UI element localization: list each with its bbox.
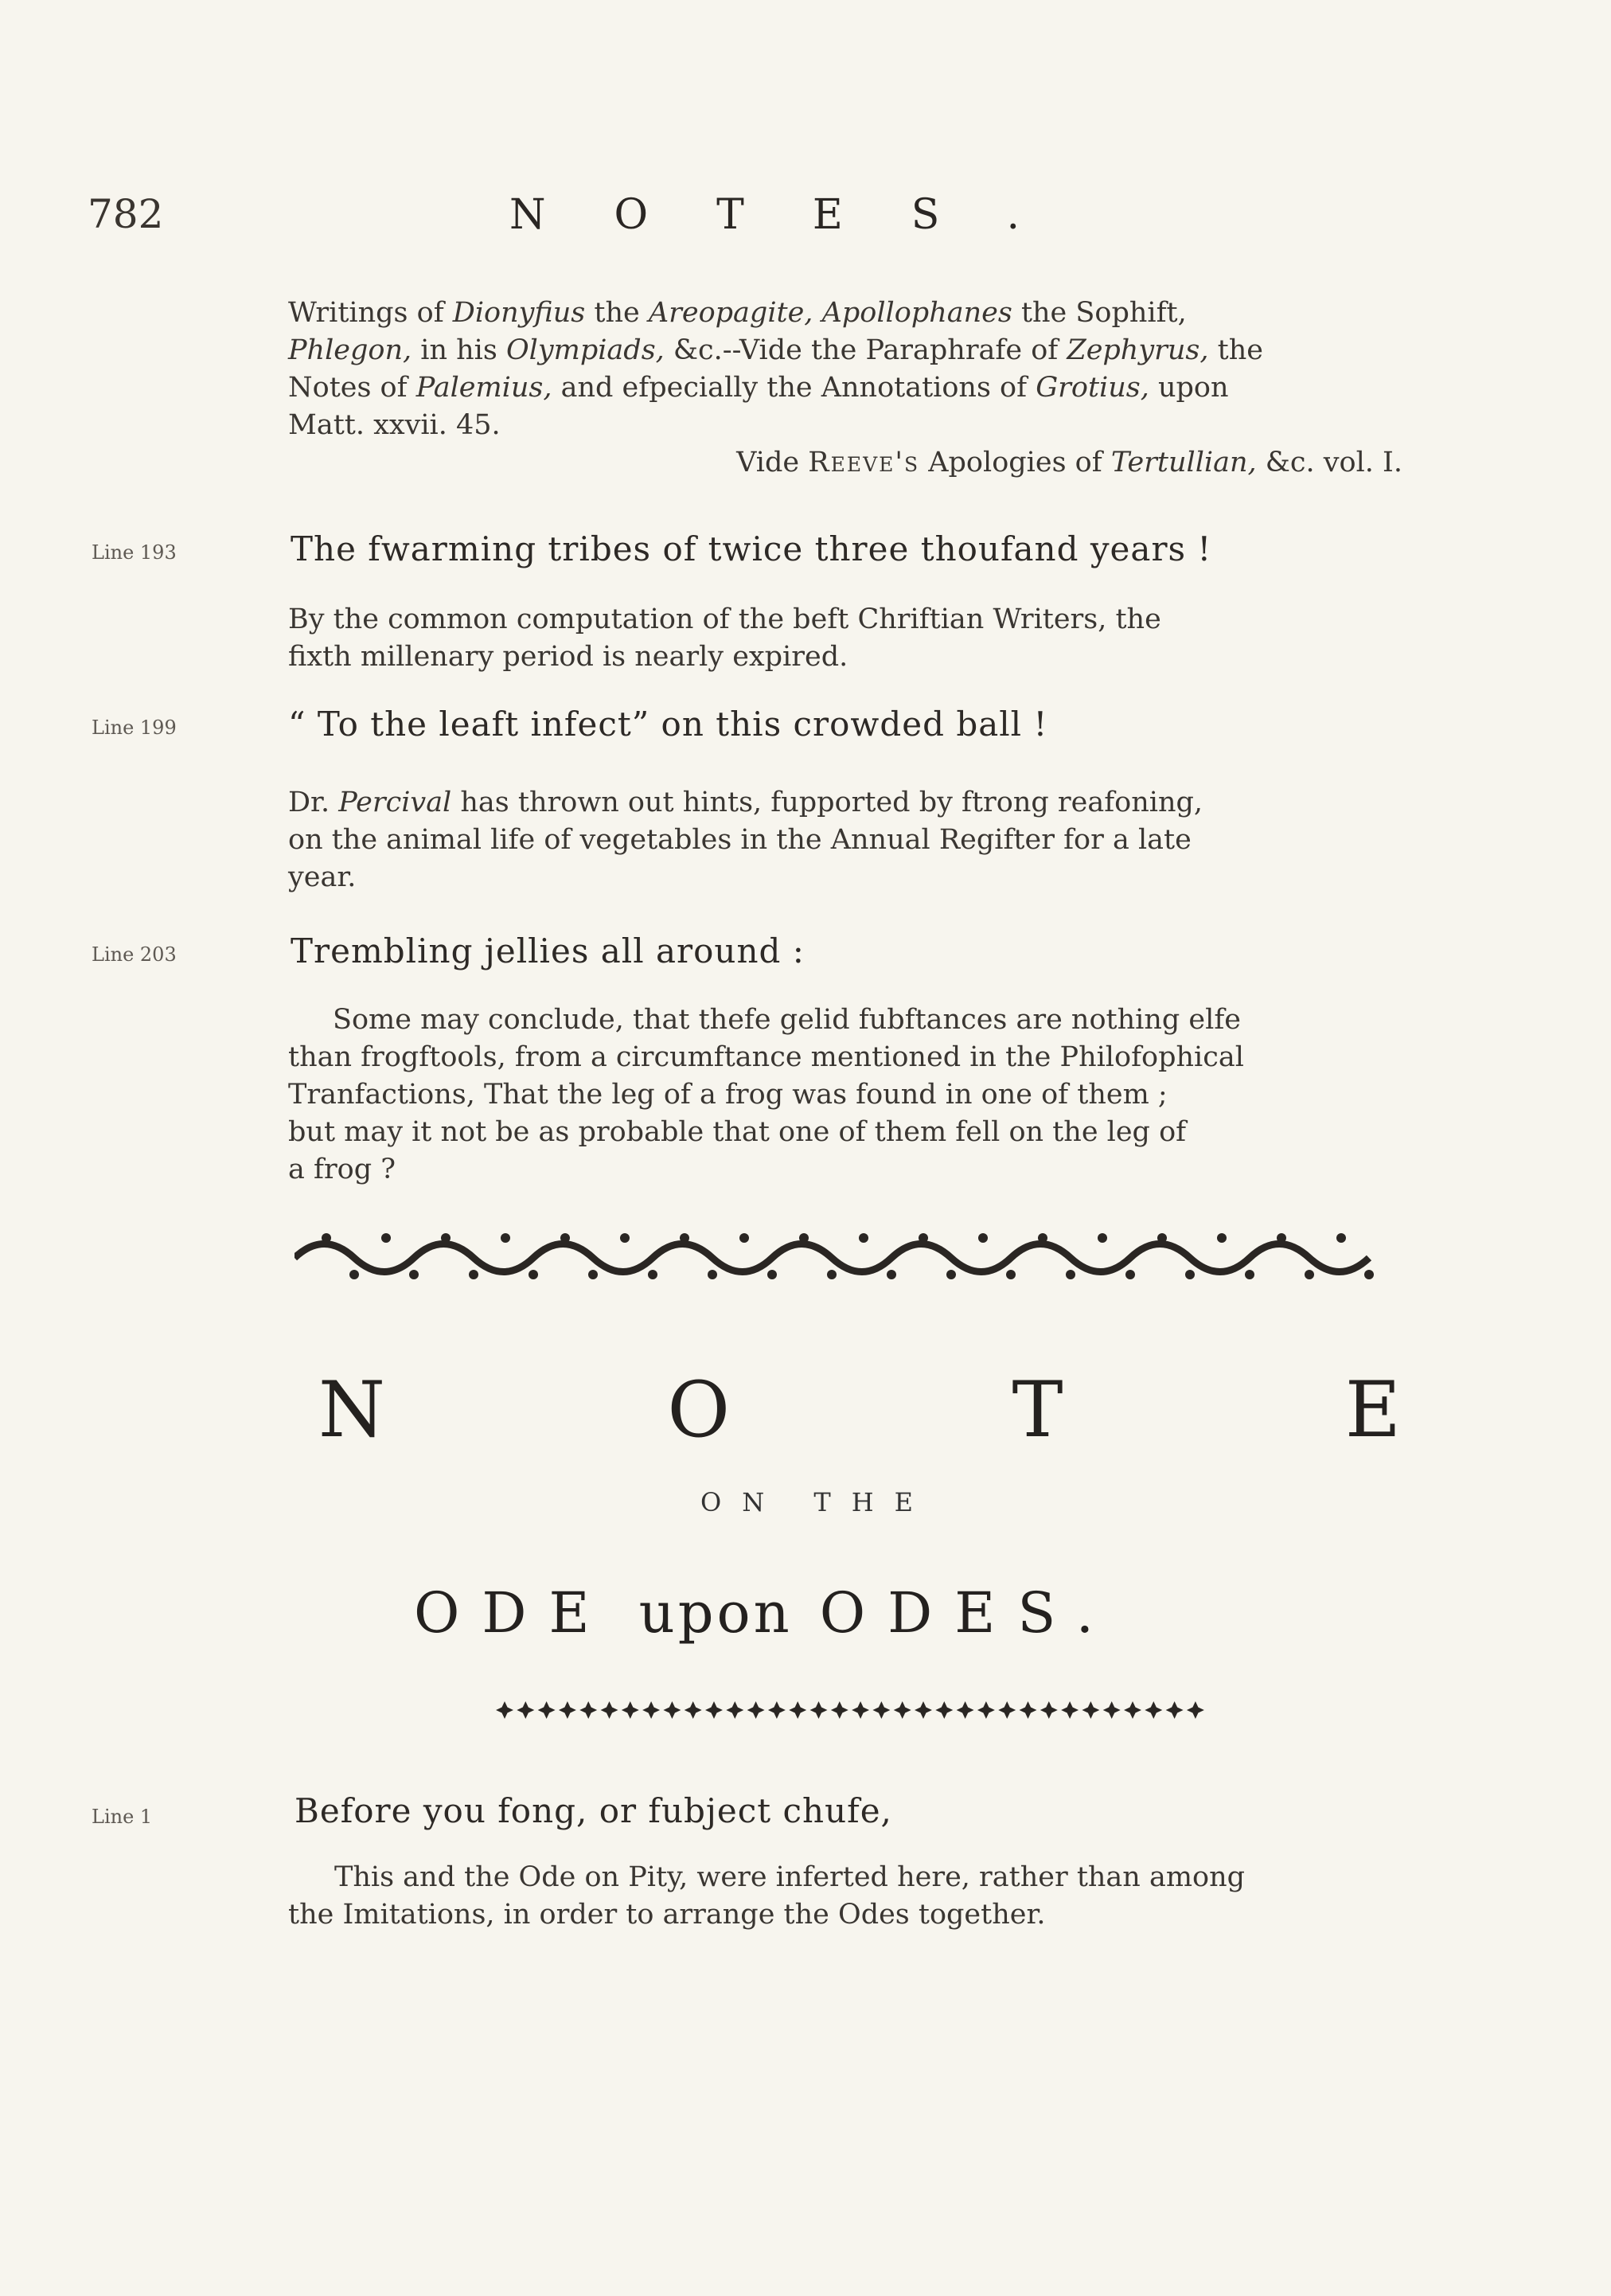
star-glyph: [915, 1701, 932, 1719]
verse-quote: “ To the leaft infect” on this crowded ball !: [288, 705, 1048, 744]
star-glyph: [935, 1701, 953, 1719]
star-glyph: [1082, 1701, 1099, 1719]
note-line: [288, 784, 1402, 822]
star-glyph: [1020, 1701, 1037, 1719]
star-glyph: [1166, 1701, 1184, 1719]
star-glyph: [1061, 1701, 1079, 1719]
star-glyph: [496, 1701, 513, 1719]
ode-title-word: ODE: [414, 1580, 612, 1646]
star-glyph: [517, 1701, 534, 1719]
star-glyph: [747, 1701, 765, 1719]
note-body: [334, 1859, 1402, 1896]
star-glyph: [1187, 1701, 1204, 1719]
text-run: Notes of: [288, 372, 416, 404]
note-body-continued: [288, 1039, 1402, 1189]
title-letter: O: [667, 1365, 731, 1455]
top-note-line-4: Matt. xxvii. 45.: [288, 409, 501, 441]
text-run: and efpecially the Annotations of: [552, 372, 1036, 404]
star-glyph: [998, 1701, 1016, 1719]
title-letter: E: [1344, 1365, 1401, 1455]
text-run: Vide: [736, 447, 809, 478]
note-line: the Imitations, in order to arrange the Odes together.: [288, 1899, 1046, 1931]
star-glyph: [685, 1701, 702, 1719]
star-glyph: [1145, 1701, 1162, 1719]
note-line: By the common computation of the beft Chriftian Writers, the: [288, 603, 1161, 635]
star-glyph: [1103, 1701, 1121, 1719]
note-line: than frogftools, from a circumftance mentioned in the Philofophical: [288, 1041, 1244, 1073]
star-glyph: [768, 1701, 786, 1719]
top-note-line-3: [288, 369, 1402, 407]
note-line: Tranfactions, That the leg of a frog was found in one of them ;: [288, 1079, 1168, 1111]
top-note-line-5: [288, 444, 1402, 482]
line-label: Line 1: [92, 1806, 153, 1828]
note-line: Some may conclude, that thefe gelid fubftances are nothing elfe: [333, 1004, 1241, 1036]
text-run: the: [1208, 334, 1263, 366]
star-glyph: [894, 1701, 911, 1719]
section-title: [318, 1365, 1401, 1455]
name-olympiads: Olympiads,: [505, 334, 665, 366]
name-zephyrus: Zephyrus,: [1067, 334, 1209, 366]
note-line: fixth millenary period is nearly expired.: [288, 641, 848, 673]
star-glyph: [663, 1701, 681, 1719]
text-run: Apologies of: [919, 447, 1111, 478]
star-glyph: [852, 1701, 869, 1719]
name-grotius: Grotius,: [1036, 372, 1149, 404]
name-dionysius: Dionyfius: [452, 297, 586, 329]
note-line: on the animal life of vegetables in the Annual Regifter for a late: [288, 824, 1192, 856]
star-glyph: [622, 1701, 639, 1719]
title-letter: T: [1012, 1365, 1063, 1455]
star-glyph: [642, 1701, 660, 1719]
star-glyph: [789, 1701, 806, 1719]
text-run: in his: [412, 334, 506, 366]
text-run: the: [585, 297, 649, 329]
ode-title-word: upon: [638, 1580, 793, 1646]
verse-quote: The fwarming tribes of twice three thoufand years !: [291, 529, 1212, 568]
line-label: Line 203: [92, 943, 177, 966]
text-run: has thrown out hints, fupported by ftrong reafoning,: [451, 787, 1203, 818]
text-run: Writings of: [288, 297, 453, 329]
star-glyph: [831, 1701, 848, 1719]
name-percival: Percival: [338, 787, 452, 818]
ode-title: [414, 1580, 1116, 1646]
star-rule-ornament: [493, 1696, 1210, 1724]
star-glyph: [957, 1701, 974, 1719]
verse-quote: Before you fong, or fubject chufe,: [295, 1791, 892, 1830]
top-note: [288, 295, 1402, 482]
title-letter: N: [318, 1365, 385, 1455]
note-line: This and the Ode on Pity, were inferted here, rather than among: [334, 1861, 1246, 1893]
star-glyph: [726, 1701, 743, 1719]
name-tertullian: Tertullian,: [1110, 447, 1257, 478]
ode-title-word: ODES.: [819, 1580, 1117, 1646]
note-line: year.: [288, 861, 357, 893]
star-glyph: [872, 1701, 890, 1719]
garland-ornament: [295, 1222, 1385, 1286]
name-areopagite: Areopagite,: [648, 297, 813, 329]
line-label: Line 193: [92, 541, 177, 564]
name-palemius: Palemius,: [415, 372, 552, 404]
text-run: upon: [1149, 372, 1229, 404]
name-reeve: Reeve's: [808, 447, 920, 478]
star-glyph: [1124, 1701, 1141, 1719]
note-line: a frog ?: [288, 1154, 396, 1185]
name-phlegon: Phlegon,: [288, 334, 412, 366]
subtitle-on-the: ON THE: [700, 1487, 934, 1517]
note-body-continued: [288, 1896, 1402, 1934]
note-body: [288, 784, 1402, 896]
text-run: Dr.: [288, 787, 339, 818]
star-glyph: [538, 1701, 556, 1719]
star-glyph: [1040, 1701, 1058, 1719]
top-note-line-1: [288, 295, 1402, 332]
verse-quote: Trembling jellies all around :: [291, 931, 805, 970]
text-run: [813, 297, 821, 329]
text-run: the Sophift,: [1012, 297, 1187, 329]
star-glyph: [705, 1701, 723, 1719]
page-number: 782: [88, 191, 164, 237]
star-glyph: [579, 1701, 597, 1719]
star-glyph: [977, 1701, 995, 1719]
note-body: [288, 601, 1402, 676]
name-apollophanes: Apollophanes: [821, 297, 1012, 329]
star-glyph: [559, 1701, 576, 1719]
text-run: &c. vol. I.: [1256, 447, 1402, 478]
star-glyph: [601, 1701, 618, 1719]
star-glyph: [810, 1701, 828, 1719]
running-head: NOTES.: [509, 191, 1089, 239]
note-body: [333, 1002, 1402, 1039]
note-line: but may it not be as probable that one of them fell on the leg of: [288, 1116, 1187, 1148]
top-note-line-2: [288, 332, 1402, 369]
line-label: Line 199: [92, 717, 177, 739]
text-run: &c.--Vide the Paraphrafe of: [664, 334, 1067, 366]
